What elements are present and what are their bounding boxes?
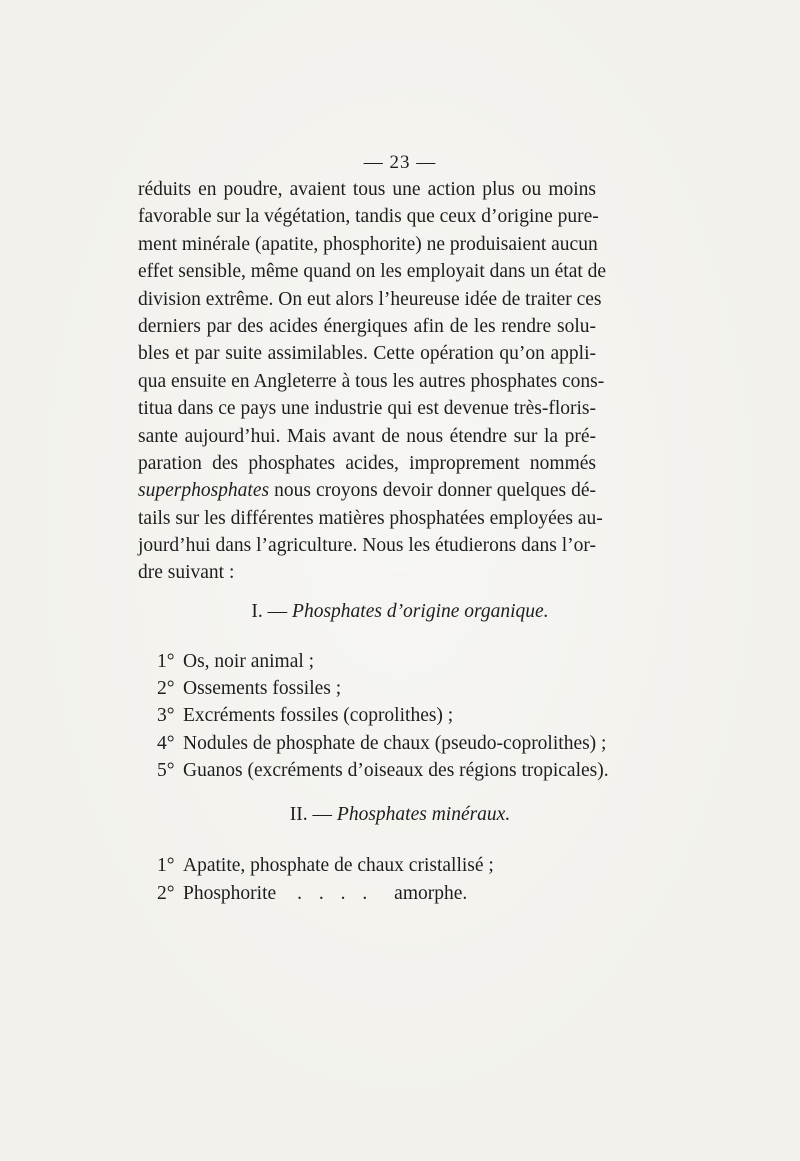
- page-number: — 23 —: [363, 152, 437, 173]
- section-title: Phosphates d’origine organique.: [292, 601, 549, 622]
- list-item: [157, 702, 607, 729]
- text-line: derniers par des acides énergiques afin de les rendre solu-: [138, 315, 596, 337]
- item-text: Ossements fossiles ;: [183, 678, 342, 700]
- text-line: division extrême. On eut alors l’heureuse idée de traiter ces: [138, 288, 602, 310]
- item-text: Nodules de phosphate de chaux (pseudo-coprolithes) ;: [183, 732, 607, 754]
- section-heading-mineral: [0, 804, 800, 826]
- item-suffix: amorphe.: [394, 883, 468, 904]
- item-number: 1°: [157, 651, 175, 672]
- item-number: 5°: [157, 759, 175, 781]
- section-heading-organic: [0, 601, 800, 623]
- list-item: [157, 730, 607, 757]
- section-numeral: II. —: [289, 804, 333, 825]
- text-line: tails sur les différentes matières phosphatées employées au-: [138, 507, 603, 529]
- italic-term: superphosphates: [138, 480, 270, 502]
- text-line-rest: nous croyons devoir donner quelques dé-: [274, 480, 596, 502]
- organic-list: [157, 648, 607, 784]
- text-line: favorable sur la végétation, tandis que ceux d’origine pure-: [138, 206, 599, 228]
- mineral-list: [157, 852, 607, 908]
- text-line: bles et par suite assimilables. Cette opération qu’on appli-: [138, 343, 596, 365]
- item-number: 1°: [157, 855, 175, 876]
- text-line: effet sensible, même quand on les employait dans un état de: [138, 261, 607, 283]
- section-title: Phosphates minéraux.: [336, 804, 511, 825]
- item-text: Os, noir animal ;: [183, 651, 315, 672]
- text-line: titua dans ce pays une industrie qui est devenue très-floris-: [138, 398, 596, 420]
- body-paragraph: [138, 176, 607, 587]
- text-line: dre suivant :: [138, 562, 235, 584]
- list-item: [157, 648, 607, 675]
- text-line: qua ensuite en Angleterre à tous les autres phosphates cons-: [138, 370, 605, 392]
- item-number: 2°: [157, 678, 175, 700]
- list-item: [157, 757, 607, 784]
- item-number: 4°: [157, 732, 175, 754]
- text-line: ment minérale (apatite, phosphorite) ne produisaient aucun: [138, 233, 598, 255]
- list-item: [157, 880, 607, 908]
- text-line: jourd’hui dans l’agriculture. Nous les étudierons dans l’or-: [138, 535, 596, 557]
- item-number: 2°: [157, 883, 175, 904]
- text-line: paration des phosphates acides, improprement nommés: [138, 452, 596, 474]
- item-text: Apatite, phosphate de chaux cristallisé ;: [183, 855, 494, 876]
- item-text: Phosphorite: [183, 883, 277, 904]
- leader-dots: . . . .: [297, 883, 374, 904]
- section-numeral: I. —: [251, 601, 288, 622]
- text-line: réduits en poudre, avaient tous une action plus ou moins: [138, 179, 596, 200]
- list-item: [157, 675, 607, 702]
- text-line: [138, 477, 596, 504]
- list-item: [157, 852, 607, 880]
- item-text: Excréments fossiles (coprolithes) ;: [183, 705, 454, 727]
- item-number: 3°: [157, 705, 175, 727]
- text-line: sante aujourd’hui. Mais avant de nous étendre sur la pré-: [138, 425, 596, 447]
- item-text: Guanos (excréments d’oiseaux des régions tropicales).: [183, 759, 609, 781]
